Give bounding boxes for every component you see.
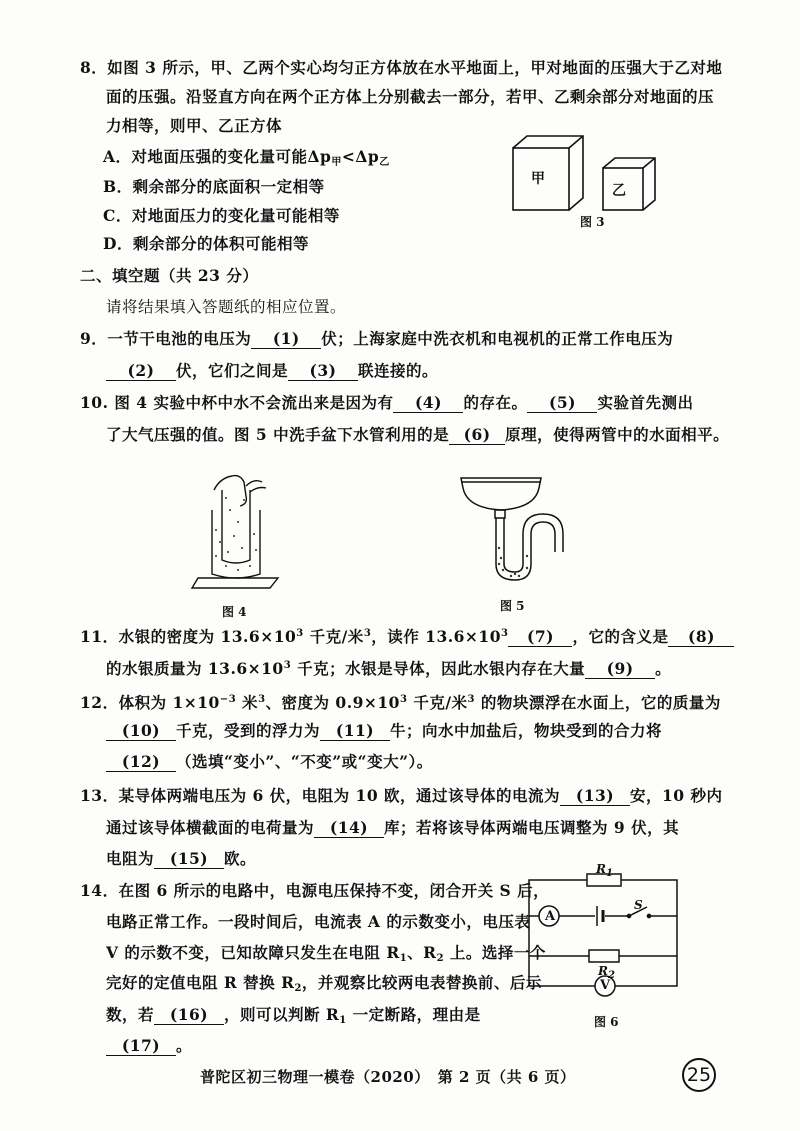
q9-line1: 9．一节干电池的电压为 (1) 伏；上海家庭中洗衣机和电视机的正常工作电压为 bbox=[80, 329, 674, 348]
q14-line6: (17) 。 bbox=[106, 1035, 192, 1057]
blank-4: (4) bbox=[393, 394, 463, 413]
blank-11: (11) bbox=[320, 722, 390, 741]
q13-line3: 电阻为 (15) 欧。 bbox=[106, 849, 257, 868]
q9-line2: (2) 伏，它们之间是 (3) 联连接的。 bbox=[106, 360, 438, 382]
section2-instruction: 请将结果填入答题纸的相应位置。 bbox=[106, 298, 347, 316]
q11-line2: 的水银质量为 $13.6\times 10^3$ 千克；水银是导体，因此水银内存在大量 (9) 。 bbox=[106, 659, 672, 678]
resistor-r2-label: $R_2$ bbox=[598, 964, 615, 981]
q14-line4: 完好的定值电阻 R 替换 $R_2$，并观察比较两电表替换前、后示 bbox=[106, 973, 542, 994]
blank-13: (13) bbox=[560, 787, 630, 806]
figure3-label-yi: 乙 bbox=[612, 183, 626, 199]
figure4-caption: 图 4 bbox=[222, 605, 247, 619]
blank-10: (10) bbox=[106, 722, 176, 741]
q8-option-c: C．对地面压力的变化量可能相等 bbox=[103, 206, 340, 225]
section2-title: 二、填空题（共 23 分） bbox=[80, 266, 259, 285]
q8-stem-line2: 面的压强。沿竖直方向在两个正方体上分别截去一部分，若甲、乙剩余部分对地面的压 bbox=[106, 87, 715, 106]
q12-line3: (12) （选填“变小”、“不变”或“变大”）。 bbox=[106, 751, 433, 773]
figure3-label-jia: 甲 bbox=[531, 171, 545, 187]
blank-5: (5) bbox=[527, 394, 597, 413]
blank-6: (6) bbox=[449, 426, 505, 445]
q12-line2: (10) 千克，受到的浮力为 (11) 牛；向水中加盐后，物块受到的合力将 bbox=[106, 720, 662, 742]
blank-14: (14) bbox=[314, 819, 384, 838]
q10-line1: 10. 图 4 实验中杯中水不会流出来是因为有 (4) 的存在。 (5) 实验首先测出 bbox=[80, 393, 694, 412]
q8-option-a: A．对地面压强的变化量可能$\Delta p_甲<\Delta p_乙$ bbox=[103, 147, 390, 168]
blank-1: (1) bbox=[251, 330, 321, 349]
figure5-sink-trap bbox=[455, 468, 565, 588]
blank-16: (16) bbox=[154, 1006, 224, 1025]
resistor-r1-label: $R_1$ bbox=[596, 862, 613, 879]
q8-stem-line3: 力相等，则甲、乙正方体 bbox=[106, 116, 283, 135]
page-footer: 普陀区初三物理一模卷（2020） 第 2 页（共 6 页） bbox=[200, 1068, 576, 1086]
blank-8: (8) bbox=[668, 628, 734, 647]
q10-line2: 了大气压强的值。图 5 中洗手盆下水管利用的是 (6) 原理，使得两管中的水面相平。 bbox=[106, 425, 730, 444]
q8-option-b: B．剩余部分的底面积一定相等 bbox=[103, 177, 325, 196]
blank-17: (17) bbox=[106, 1037, 176, 1056]
q11-line1: 11．水银的密度为 $13.6\times 10^3$ 千克/米$^3$，读作 $13.6\times 10^3$ (7) ，它的含义是 (8) bbox=[80, 623, 734, 648]
ammeter-label: A bbox=[545, 909, 556, 924]
blank-7: (7) bbox=[508, 628, 572, 647]
voltmeter-label: V bbox=[600, 978, 611, 993]
q12-line1: 12．体积为 $1\times 10^{-3}$ 米$^3$、密度为 $0.9\times 10^3$ 千克/米$^3$ 的物块漂浮在水面上，它的质量为 bbox=[80, 693, 721, 712]
figure4-cup-experiment bbox=[190, 470, 290, 595]
blank-9: (9) bbox=[585, 660, 655, 679]
switch-label: S bbox=[634, 898, 643, 912]
q13-line2: 通过该导体横截面的电荷量为 (14) 库；若将该导体两端电压调整为 9 伏，其 bbox=[106, 818, 680, 837]
q14-line3: V 的示数不变，已知故障只发生在电阻 $R_1$、$R_2$ 上。选择一个 bbox=[106, 943, 546, 964]
blank-15: (15) bbox=[154, 850, 224, 869]
q8-stem-line1: 8．如图 3 所示，甲、乙两个实心均匀正方体放在水平地面上，甲对地面的压强大于乙对地 bbox=[80, 58, 723, 77]
figure6-caption: 图 6 bbox=[594, 1015, 619, 1029]
blank-12: (12) bbox=[106, 753, 176, 772]
q13-line1: 13．某导体两端电压为 6 伏，电阻为 10 欧，通过该导体的电流为 (13) 安，10 秒内 bbox=[80, 786, 723, 805]
blank-2: (2) bbox=[106, 362, 176, 381]
q14-line5: 数，若 (16) ，则可以判断 $R_1$ 一定断路，理由是 bbox=[106, 1005, 481, 1026]
figure5-caption: 图 5 bbox=[500, 599, 525, 613]
blank-3: (3) bbox=[288, 362, 358, 381]
page-badge: 25 bbox=[682, 1058, 716, 1092]
q14-line1: 14．在图 6 所示的电路中，电源电压保持不变，闭合开关 S 后， bbox=[80, 881, 550, 900]
q14-line2: 电路正常工作。一段时间后，电流表 A 的示数变小，电压表 bbox=[106, 912, 531, 931]
figure3-caption: 图 3 bbox=[580, 215, 605, 229]
q8-option-d: D．剩余部分的体积可能相等 bbox=[103, 234, 309, 253]
